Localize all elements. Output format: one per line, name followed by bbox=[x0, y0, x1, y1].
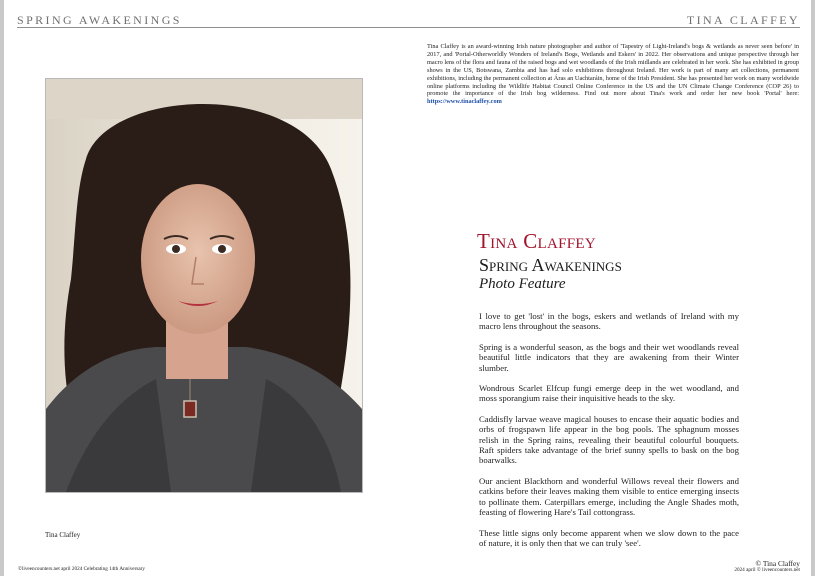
header-left-title: SPRING AWAKENINGS bbox=[17, 13, 182, 27]
article-title: Spring Awakenings bbox=[479, 255, 622, 275]
paragraph: I love to get 'lost' in the bogs, eskers and wetlands of Ireland with my macro lens throughout the seasons. bbox=[479, 311, 739, 332]
bio-text: Tina Claffey is an award-winning Irish nature photographer and author of 'Tapestry of Light-Ireland's bogs & wetlands as never seen before' in 2017, and 'Portal-Otherworldly Wonders of Ireland's Bogs, Wetlands and Eskers' in 2022. Her observations and unique perspective through her macro lens of the flora and fauna of the raised bogs and wet woodlands of the Irish midlands are celebrated in her work. She has exhibited in group shows in the US, Botswana, Zambia and has had solo exhibitions throughout Ireland. Her work is part of many art collections, permanent exhibitions, including the permanent collection at Áras an Uachtaráin, home of the Irish President. She has presented her work on many worldwide online platforms including the Wildlife Habitat Council Online Conference in the US and the UN Climate Change Conference (COP 26) to promote the importance of the Irish bog wilderness. Find out more about Tina's work and order her new book 'Portal' here: bbox=[427, 43, 799, 98]
header-right-author: TINA CLAFFEY bbox=[686, 13, 800, 27]
portrait-image bbox=[46, 79, 362, 492]
website-link[interactable]: https://www.tinaclaffey.com bbox=[427, 98, 502, 106]
paragraph: Caddisfly larvae weave magical houses to encase their aquatic bodies and orbs of frogspawn life appear in the bog pools. The sphagnum mosses relish in the Spring rains, revealing their beautiful colourful bouquets. Raft spiders take advantage of the brief sunny spells to bask on the bog boarwalks. bbox=[479, 413, 739, 466]
author-bio bbox=[427, 43, 799, 106]
author-portrait bbox=[45, 78, 363, 493]
paragraph: Wondrous Scarlet Elfcup fungi emerge deep in the wet woodland, and moss sporangium raise their inquisitive heads to the sky. bbox=[479, 383, 739, 404]
footer-copyright: © Tina Claffey bbox=[755, 559, 800, 568]
paragraph: Spring is a wonderful season, as the bogs and their wet woodlands reveal beautiful little indicators that they are awakening from their Winter slumber. bbox=[479, 341, 739, 373]
paragraph: These little signs only become apparent when we slow down to the pace of nature, it is only then that we can truly 'see'. bbox=[479, 527, 739, 548]
article-category: Photo Feature bbox=[479, 276, 566, 292]
magazine-page bbox=[4, 0, 811, 576]
footer-left: ©liveencounters.net april 2024 Celebrating 14th Anniversary bbox=[18, 566, 145, 572]
footer-right: 2024 april © liveencounters.net bbox=[734, 567, 800, 573]
article-author-title: Tina Claffey bbox=[477, 229, 597, 253]
article-body bbox=[479, 311, 739, 558]
paragraph: Our ancient Blackthorn and wonderful Willows reveal their flowers and catkins before their leaves making them visible to entice emerging insects to pollinate them. Caterpillars emerge, including the Angle Shades moth, feasting of flowering Hare's Tail cottongrass. bbox=[479, 475, 739, 518]
header-rule bbox=[17, 27, 800, 28]
photo-caption: Tina Claffey bbox=[45, 531, 81, 539]
